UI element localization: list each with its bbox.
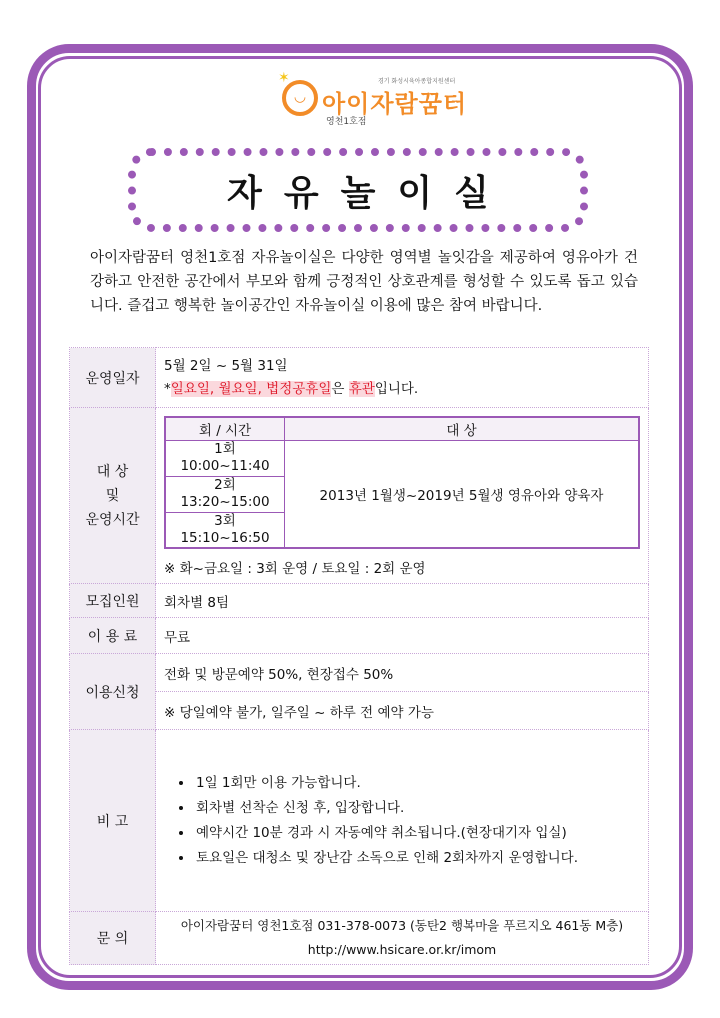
session-name: 1회 bbox=[214, 441, 236, 458]
col-target-header: 대 상 bbox=[285, 417, 640, 441]
logo bbox=[278, 70, 482, 130]
fee-value: 무료 bbox=[156, 618, 649, 654]
row-period bbox=[70, 348, 649, 408]
label-target bbox=[70, 408, 156, 584]
logo-sub-text: 영천1호점 bbox=[326, 117, 367, 127]
period-content bbox=[156, 348, 649, 408]
row-capacity bbox=[70, 584, 649, 618]
list-item: • 회차별 선착순 신청 후, 입장합니다. bbox=[194, 796, 640, 821]
label-target-1: 대 상 bbox=[96, 463, 129, 480]
capacity-value: 회차별 8팀 bbox=[156, 584, 649, 618]
session-name: 2회 bbox=[214, 477, 236, 494]
closed-suffix: 입니다. bbox=[374, 380, 419, 397]
contact-line-1: 아이자람꿈터 영천1호점 031-378-0073 (동탄2 행복마을 푸르지오 461동 M층) bbox=[180, 918, 624, 933]
schedule-header bbox=[165, 417, 639, 441]
col-time-header: 회 / 시간 bbox=[165, 417, 285, 441]
logo-main-text: 아이자람꿈터 bbox=[322, 90, 468, 118]
row-remarks bbox=[70, 730, 649, 912]
label-target-2: 및 bbox=[105, 487, 120, 504]
contact-url[interactable]: http://www.hsicare.or.kr/imom bbox=[307, 942, 497, 957]
label-fee: 이 용 료 bbox=[70, 618, 156, 654]
row-apply-2 bbox=[70, 692, 649, 730]
label-period: 운영일자 bbox=[70, 348, 156, 408]
closed-mid: 은 bbox=[331, 380, 349, 397]
intro-paragraph: 아이자람꿈터 영천1호점 자유놀이실은 다양한 영역별 놀잇감을 제공하여 영유아가 건강하고 안전한 공간에서 부모와 함께 긍정적인 상호관계를 형성할 수 있도록 돕고 있습니다. 즐겁고 행복한 놀이공간인 자유놀이실 이용에 많은 참여 바랍니다. bbox=[90, 250, 638, 314]
session-cell bbox=[165, 512, 285, 548]
apply-line-1: 전화 및 방문예약 50%, 현장접수 50% bbox=[156, 654, 649, 692]
audience-cell: 2013년 1월생~2019년 5월생 영유아와 양육자 bbox=[285, 440, 640, 548]
schedule-table bbox=[164, 416, 640, 550]
schedule-note: ※ 화~금요일 : 3회 운영 / 토요일 : 2회 운영 bbox=[164, 561, 426, 578]
row-fee bbox=[70, 618, 649, 654]
row-contact bbox=[70, 912, 649, 965]
closed-word: 휴관 bbox=[348, 380, 375, 397]
closed-days: 일요일, 월요일, 법정공휴일 bbox=[170, 380, 332, 397]
session-time: 15:10~16:50 bbox=[180, 530, 270, 546]
label-target-3: 운영시간 bbox=[85, 511, 140, 528]
period-dates: 5월 2일 ~ 5월 31일 bbox=[164, 357, 288, 374]
session-row bbox=[165, 440, 639, 476]
star-icon: ✶ bbox=[278, 70, 290, 86]
closed-prefix: * bbox=[164, 380, 171, 397]
remarks-list bbox=[174, 771, 640, 871]
session-time: 10:00~11:40 bbox=[180, 458, 270, 475]
label-apply: 이용신청 bbox=[70, 654, 156, 730]
label-remarks: 비 고 bbox=[70, 730, 156, 912]
remarks-content bbox=[156, 730, 649, 912]
row-apply-1 bbox=[70, 654, 649, 692]
label-contact: 문 의 bbox=[70, 912, 156, 965]
apply-line-2: ※ 당일예약 불가, 일주일 ~ 하루 전 예약 가능 bbox=[156, 692, 649, 730]
target-content bbox=[156, 408, 649, 584]
info-table bbox=[69, 347, 649, 965]
contact-content bbox=[156, 912, 649, 965]
list-item: • 1일 1회만 이용 가능합니다. bbox=[194, 771, 640, 796]
page-title: 자유놀이실 bbox=[227, 172, 511, 214]
session-cell bbox=[165, 476, 285, 512]
closed-notice bbox=[164, 378, 640, 401]
title-box bbox=[128, 148, 588, 232]
label-capacity: 모집인원 bbox=[70, 584, 156, 618]
smiley-face-icon: ◡ bbox=[282, 80, 318, 116]
logo-sup-text: 경기 화성시육아종합지원센터 bbox=[378, 78, 456, 85]
list-item: • 토요일은 대청소 및 장난감 소독으로 인해 2회차까지 운영합니다. bbox=[194, 846, 640, 871]
session-time: 13:20~15:00 bbox=[180, 494, 270, 511]
list-item: • 예약시간 10분 경과 시 자동예약 취소됩니다.(현장대기자 입실) bbox=[194, 821, 640, 846]
session-name: 3회 bbox=[214, 513, 236, 529]
session-cell bbox=[165, 440, 285, 476]
row-target bbox=[70, 408, 649, 584]
